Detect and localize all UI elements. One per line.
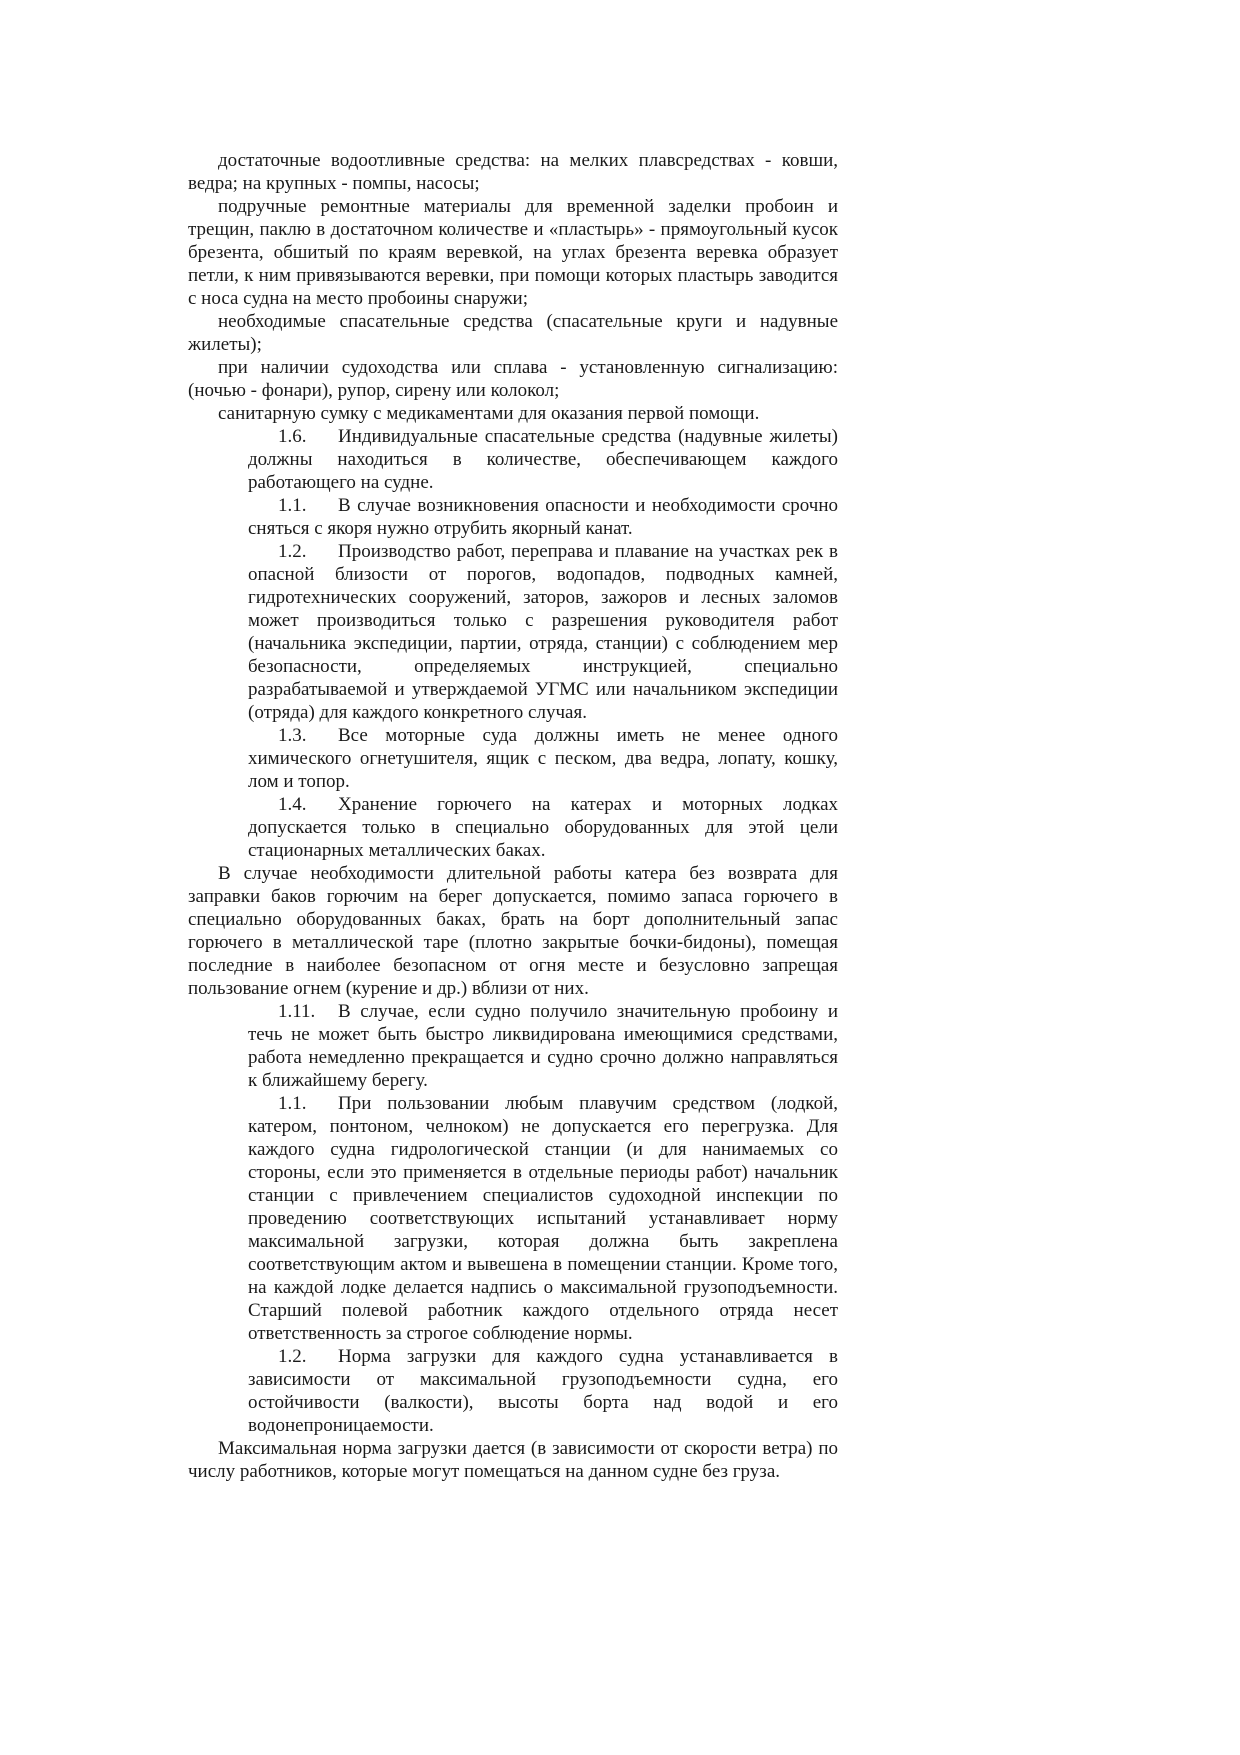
paragraph-repair-materials: подручные ремонтные материалы для временной заделки пробоин и трещин, паклю в достаточном количестве и «пластырь» - прямоугольный кусок брезента, обшитый по краям веревкой, на углах брезента веревка образует петли, к ним привязываются веревки, при помощи которых пластырь заводится с носа судна на место пробоины снаружи; [188,196,838,309]
list-item [248,793,838,862]
paragraph-signalling: при наличии судоходства или сплава - установленную сигнализацию: (ночью - фонари), рупор, сирену или колокол; [188,357,838,401]
paragraph-rescue-equipment: необходимые спасательные средства (спасательные круги и надувные жилеты); [188,311,838,355]
item-number: 1.4. [278,794,307,815]
item-text: Хранение горючего на катерах и моторных лодках допускается только в специально оборудованных для этой цели стационарных металлических баках. [248,794,838,861]
list-item [248,1000,838,1092]
item-text: В случае, если судно получило значительную пробоину и течь не может быть быстро ликвидирована имеющимися средствами, работа немедленно прекращается и судно срочно должно направляться к ближайшему берегу. [248,1001,838,1091]
item-number: 1.2. [278,541,307,562]
list-item [248,1345,838,1437]
item-text: Все моторные суда должны иметь не менее одного химического огнетушителя, ящик с песком, два ведра, лопату, кошку, лом и топор. [248,725,838,792]
item-number: 1.11. [278,1001,316,1022]
paragraph-first-aid: санитарную сумку с медикаментами для оказания первой помощи. [218,403,760,424]
item-number: 1.6. [278,426,307,447]
list-item [248,425,838,494]
list-item [248,724,838,793]
paragraph-bailing-tools: достаточные водоотливные средства: на мелких плавсредствах - ковши, ведра; на крупных - помпы, насосы; [188,150,838,194]
item-text: В случае возникновения опасности и необходимости срочно сняться с якоря нужно отрубить якорный канат. [248,495,838,539]
item-number: 1.3. [278,725,307,746]
item-text: Производство работ, переправа и плавание на участках рек в опасной близости от порогов, водопадов, подводных камней, гидротехнических сооружений, заторов, зажоров и лесных заломов может производиться только с разрешения руководителя работ (начальника экспедиции, партии, отряда, станции) с соблюдением мер безопасности, определяемых инструкцией, специально разрабатываемой и утверждаемой УГМС или начальником экспедиции (отряда) для каждого конкретного случая. [248,541,838,723]
paragraph-max-load: Максимальная норма загрузки дается (в зависимости от скорости ветра) по числу работников, которые могут помещаться на данном судне без груза. [188,1438,838,1482]
list-item [248,494,838,540]
paragraph-fuel-storage: В случае необходимости длительной работы катера без возврата для заправки баков горючим на берег допускается, помимо запаса горючего в специально оборудованных баках, брать на борт дополнительный запас горючего в металлической таре (плотно закрытые бочки-бидоны), помещая последние в наиболее безопасном от огня месте и безусловно запрещая пользование огнем (курение и др.) вблизи от них. [188,863,838,999]
item-number: 1.1. [278,1093,307,1114]
list-item [248,1092,838,1345]
item-number: 1.2. [278,1346,307,1367]
item-text: Индивидуальные спасательные средства (надувные жилеты) должны находиться в количестве, обеспечивающем каждого работающего на судне. [248,426,838,493]
document-page [188,149,838,1483]
item-number: 1.1. [278,495,307,516]
item-text: При пользовании любым плавучим средством (лодкой, катером, понтоном, челноком) не допускается его перегрузка. Для каждого судна гидрологической станции (и для нанимаемых со стороны, если это применяется в отдельные периоды работ) начальник станции с привлечением специалистов судоходной инспекции по проведению соответствующих испытаний устанавливает норму максимальной загрузки, которая должна быть закреплена соответствующим актом и вывешена в помещении станции. Кроме того, на каждой лодке делается надпись о максимальной грузоподъемности. Старший полевой работник каждого отдельного отряда несет ответственность за строгое соблюдение нормы. [248,1093,838,1344]
list-item [248,540,838,724]
item-text: Норма загрузки для каждого судна устанавливается в зависимости от максимальной грузоподъемности судна, его остойчивости (валкости), высоты борта над водой и его водонепроницаемости. [248,1346,838,1436]
